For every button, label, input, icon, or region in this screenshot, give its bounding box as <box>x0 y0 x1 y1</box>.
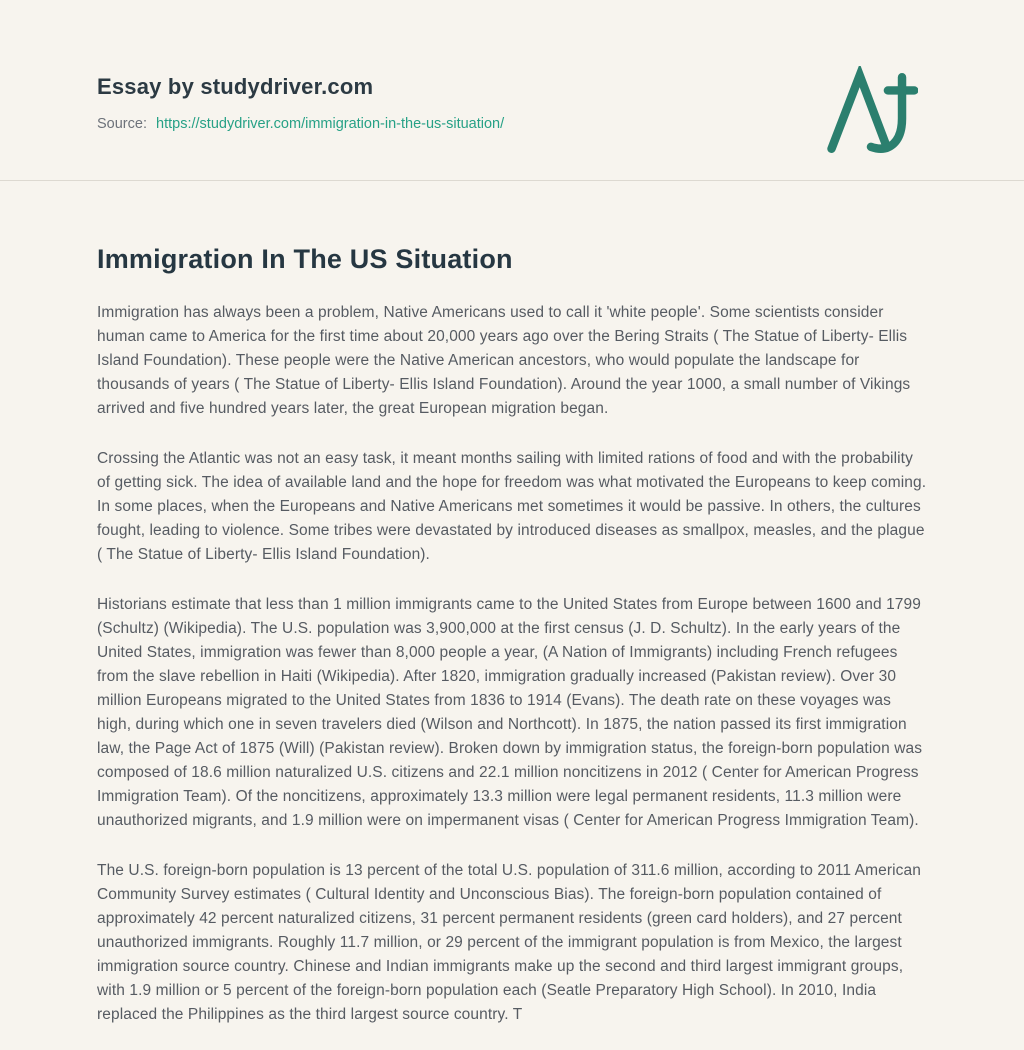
studydriver-logo-icon <box>824 66 918 160</box>
paragraph: Immigration has always been a problem, Native Americans used to call it 'white people'. Some scientists consider human came to America for the first time about 20,000 years ago over the Bering Straits ( The Statue of Liberty- Ellis Island Foundation). These people were the Native American ancestors, who would populate the landscape for thousands of years ( The Statue of Liberty- Ellis Island Foundation). Around the year 1000, a small number of Vikings arrived and five hundred years later, the great European migration began. <box>97 304 911 417</box>
paragraph: Crossing the Atlantic was not an easy task, it meant months sailing with limited rations of food and with the probability of getting sick. The idea of available land and the hope for freedom was what motivated the Europeans to keep coming. In some places, when the Europeans and Native Americans met sometimes it would be passive. In others, the cultures fought, leading to violence. Some tribes were devastated by introduced diseases as smallpox, measles, and the plague ( The Statue of Liberty- Ellis Island Foundation). <box>97 450 927 563</box>
article <box>0 244 1024 1027</box>
header-divider <box>0 180 1024 181</box>
article-body <box>97 301 927 1027</box>
source-label: Source: <box>97 116 147 132</box>
paragraph: The U.S. foreign-born population is 13 percent of the total U.S. population of 311.6 million, according to 2011 American Community Survey estimates ( Cultural Identity and Unconscious Bias). The foreign-born population contained of approximately 42 percent naturalized citizens, 31 percent permanent residents (green card holders), and 27 percent unauthorized immigrants. Roughly 11.7 million, or 29 percent of the immigrant population is from Mexico, the largest immigration source country. Chinese and Indian immigrants make up the second and third largest immigrant groups, with 1.9 million or 5 percent of the foreign-born population each (Seatle Preparatory High School). In 2010, India replaced the Philippines as the third largest source country. T <box>97 862 921 1023</box>
source-link[interactable]: https://studydriver.com/immigration-in-the-us-situation/ <box>156 116 505 132</box>
essay-byline: Essay by studydriver.com <box>97 74 374 99</box>
article-title: Immigration In The US Situation <box>97 244 513 274</box>
paragraph: Historians estimate that less than 1 million immigrants came to the United States from Europe between 1600 and 1799 (Schultz) (Wikipedia). The U.S. population was 3,900,000 at the first census (J. D. Schultz). In the early years of the United States, immigration was fewer than 8,000 people a year, (A Nation of Immigrants) including French refugees from the slave rebellion in Haiti (Wikipedia). After 1820, immigration gradually increased (Pakistan review). Over 30 million Europeans migrated to the United States from 1836 to 1914 (Evans). The death rate on these voyages was high, during which one in seven travelers died (Wilson and Northcott). In 1875, the nation passed its first immigration law, the Page Act of 1875 (Will) (Pakistan review). Broken down by immigration status, the foreign-born population was composed of 18.6 million naturalized U.S. citizens and 22.1 million noncitizens in 2012 ( Center for American Progress Immigration Team). Of the noncitizens, approximately 13.3 million were legal permanent residents, 11.3 million were unauthorized migrants, and 1.9 million were on impermanent visas ( Center for American Progress Immigration Team). <box>97 596 923 829</box>
source-row <box>97 116 927 132</box>
